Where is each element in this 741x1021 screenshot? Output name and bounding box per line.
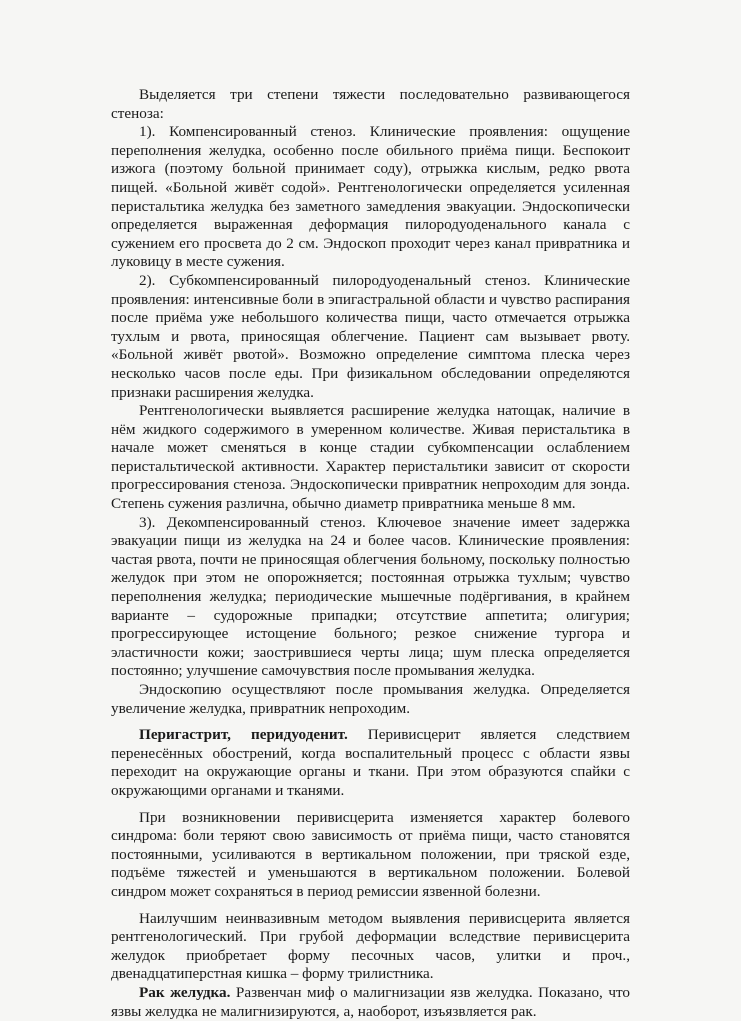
perigastritis-text: Перивисцерит является следствием перенесённых обострений, когда воспалительный процесс с области язвы переходит на окружающие органы и ткани. При этом образуются спайки с окружающими органами и тканями. xyxy=(111,726,630,799)
paragraph-intro: Выделяется три степени тяжести последовательно развивающегося стеноза: xyxy=(111,86,630,122)
paragraph-subcompensated-xray: Рентгенологически выявляется расширение желудка натощак, наличие в нём жидкого содержимого в умеренном количестве. Живая перистальтика в начале может сменяться в конце стадии субкомпенсации ослаблением перистальтической активности. Характер перистальтики зависит от скорости прогрессирования стеноза. Эндоскопически привратник непроходим для зонда. Степень сужения различна, обычно диаметр привратника меньше 8 мм. xyxy=(111,402,630,513)
stomach-cancer-text: Развенчан миф о малигнизации язв желудка. Показано, что язвы желудка не малигнизируются, а, наоборот, изъязвляется рак. xyxy=(111,983,630,1020)
paragraph-pain-syndrome: При возникновении перивисцерита изменяется характер болевого синдрома: боли теряют свою зависимость от приёма пищи, часто становятся постоянными, усиливаются в вертикальном положении, при тряской езде, подъёме тяжестей и уменьшаются в вертикальном положении. Болевой синдром может сохраняться в период ремиссии язвенной болезни. xyxy=(111,808,630,900)
paragraph-subcompensated-stenosis: 2). Субкомпенсированный пилородуоденальный стеноз. Клинические проявления: интенсивные боли в эпигастральной области и чувство распирания после приёма уже небольшого количества пищи, часто отмечается отрыжка тухлым и рвота, приносящая облегчение. Пациент сам вызывает рвоту. «Больной живёт рвотой». Возможно определение симптома плеска через несколько часов после еды. При физикальном обследовании определяются признаки расширения желудка. xyxy=(111,271,630,401)
paragraph-perigastritis xyxy=(111,726,630,800)
paragraph-best-method: Наилучшим неинвазивным методом выявления перивисцерита является рентгенологический. При грубой деформации вследствие перивисцерита желудок приобретает форму песочных часов, улитки и проч., двенадцатиперстная кишка – форму трилистника. xyxy=(111,909,630,983)
paragraph-endoscopy: Эндоскопию осуществляют после промывания желудка. Определяется увеличение желудка, привратник непроходим. xyxy=(111,681,630,717)
heading-perigastritis: Перигастрит, перидуоденит. xyxy=(139,726,348,744)
paragraph-decompensated-stenosis: 3). Декомпенсированный стеноз. Ключевое значение имеет задержка эвакуации пищи из желудка на 24 и более часов. Клинические проявления: частая рвота, почти не приносящая облегчения больному, поскольку полностью желудок при этом не опорожняется; постоянная отрыжка тухлым; чувство переполнения желудка; периодические мышечные подёргивания, в крайнем варианте – судорожные припадки; отсутствие аппетита; олигурия; прогрессирующее истощение больного; резкое снижение тургора и эластичности кожи; заострившиеся черты лица; шум плеска определяется постоянно; улучшение самочувствия после промывания желудка. xyxy=(111,513,630,680)
paragraph-compensated-stenosis: 1). Компенсированный стеноз. Клинические проявления: ощущение переполнения желудка, особенно после обильного приёма пищи. Беспокоит изжога (поэтому больной принимает соду), отрыжка кислым, редко рвота пищей. «Больной живёт содой». Рентгенологически определяется усиленная перистальтика желудка без заметного замедления эвакуации. Эндоскопически определяется выраженная деформация пилородуоденального канала с сужением его просвета до 2 см. Эндоскоп проходит через канал привратника и луковицу в месте сужения. xyxy=(111,123,630,271)
paragraph-stomach-cancer xyxy=(111,984,630,1021)
heading-stomach-cancer: Рак желудка. xyxy=(139,983,231,1001)
